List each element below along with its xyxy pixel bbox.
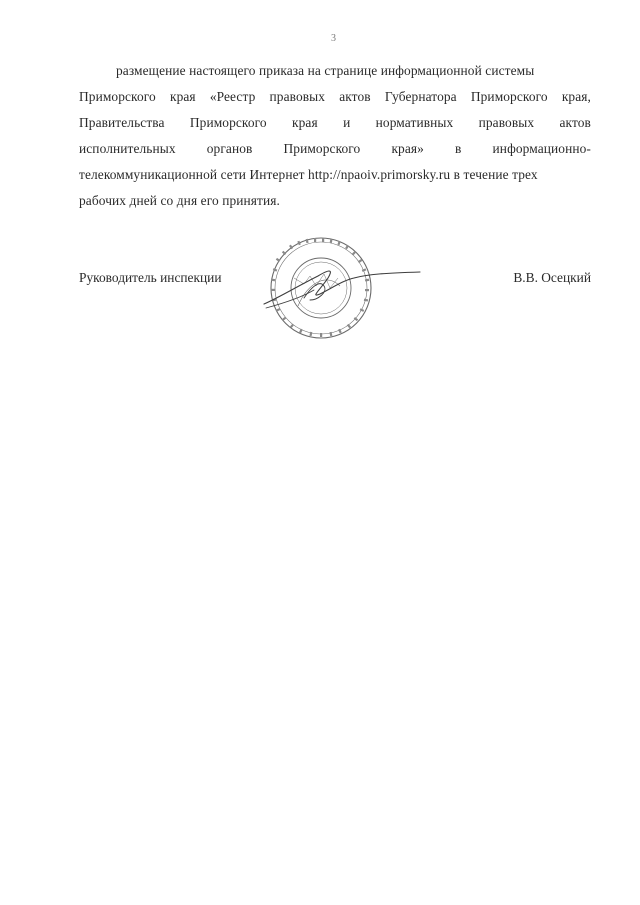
word: в: [455, 141, 462, 156]
word: Правительства: [79, 115, 165, 130]
signer-name: В.В. Осецкий: [513, 270, 591, 285]
word: края,: [561, 89, 591, 104]
word: Губернатора: [384, 89, 457, 104]
body-line-3: [79, 115, 591, 131]
body-line-5: телекоммуникационной сети Интернет http://npaoiv.primorsky.ru в течение трех: [79, 167, 538, 182]
word: Приморского: [283, 141, 361, 156]
handwritten-signature: [264, 271, 420, 308]
word: актов: [559, 115, 591, 130]
signer-title: Руководитель инспекции: [79, 270, 222, 285]
body-line-1: размещение настоящего приказа на странице информационной системы: [116, 63, 535, 78]
word: края: [169, 89, 196, 104]
page-number: 3: [331, 33, 336, 44]
word: правовых: [269, 89, 326, 104]
word: края: [292, 115, 318, 130]
word: Приморского: [79, 89, 156, 104]
word: нормативных: [375, 115, 454, 130]
body-line-4: [79, 141, 591, 157]
word: органов: [206, 141, 253, 156]
body-line-2: [79, 89, 591, 105]
word: Приморского: [189, 115, 267, 130]
word: информационно-: [492, 141, 591, 156]
word: исполнительных: [79, 141, 176, 156]
word: Приморского: [470, 89, 548, 104]
word: «Реестр: [209, 89, 256, 104]
body-line-6: рабочих дней со дня его принятия.: [79, 193, 280, 208]
official-seal-stamp: [258, 228, 428, 368]
word: края»: [391, 141, 424, 156]
word: правовых: [478, 115, 535, 130]
word: актов: [339, 89, 371, 104]
word: и: [343, 115, 351, 130]
